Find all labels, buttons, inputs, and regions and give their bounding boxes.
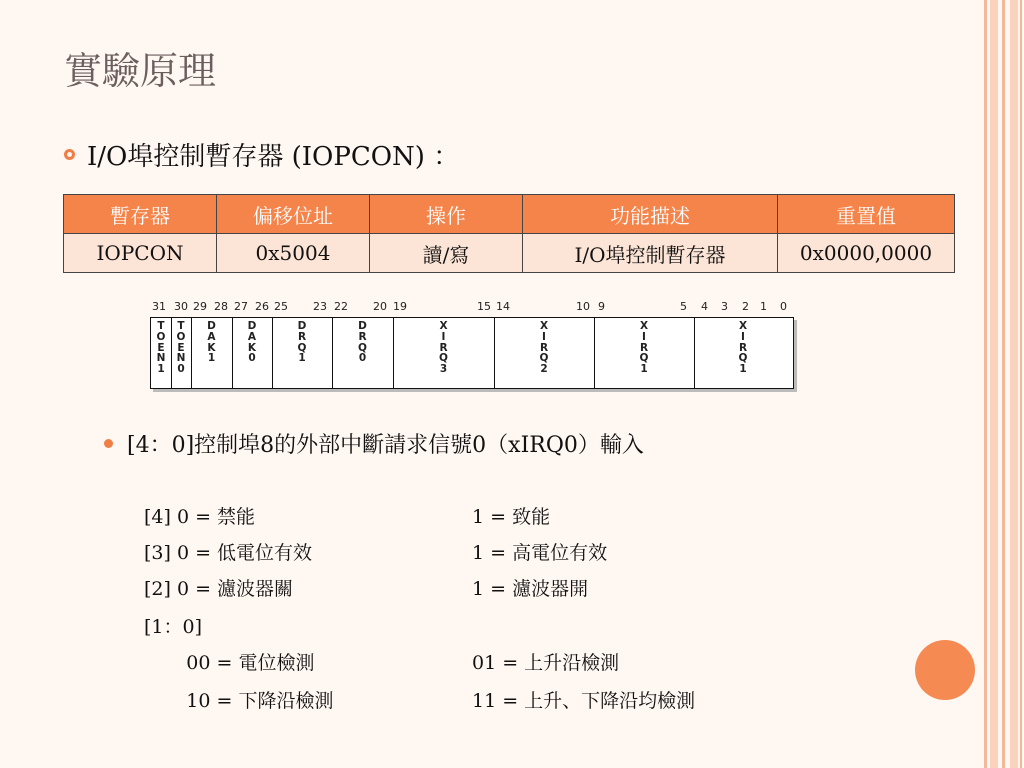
bit-field-xirq3 [393,318,495,388]
decorative-circle [915,640,975,700]
table-header-row [64,195,955,234]
list-item [144,686,844,716]
sub-bullet-text: [4：0]控制埠8的外部中斷請求信號0（xIRQ0）輸入 [127,433,644,458]
bit-field-xirq1 [594,318,695,388]
bit-number: 9 [598,300,605,313]
bit-number: 15 [477,300,491,313]
bit-field-xirq0 [694,318,792,388]
bit-number: 4 [701,300,708,313]
option-left: [3] 0 = 低電位有效 [144,542,313,564]
table-header-cell: 操作 [370,195,523,234]
table-header-cell: 重置值 [778,195,955,234]
option-right: 1 = 濾波器開 [472,578,589,600]
bit-field-label: X I R Q 3 [439,320,448,376]
table-header-cell: 暫存器 [64,195,217,234]
decorative-stripe [1010,0,1018,768]
bit-field-label: X I R Q 1 [738,320,748,376]
bit-field-toen0 [171,318,192,388]
bit-number: 26 [255,300,269,313]
table-cell: 0x5004 [217,234,370,273]
bit-number: 27 [234,300,248,313]
bit-number: 31 [152,300,166,313]
option-right: 1 = 高電位有效 [472,542,608,564]
bit-number: 29 [193,300,207,313]
bit-field-drq0 [332,318,394,388]
list-item [144,648,844,678]
option-left: 00 = 電位檢測 [144,652,315,674]
bit-field-box [150,317,794,389]
option-left: 10 = 下降沿檢測 [144,690,334,712]
bit-field-label: D A K 1 [207,320,216,365]
bit-field-toen1 [151,318,172,388]
bit-field-label: D R Q 0 [358,320,367,365]
bit-field-diagram [148,300,796,392]
list-item [144,612,844,642]
table-header-cell: 功能描述 [523,195,778,234]
bit-field-drq1 [272,318,333,388]
bit-number: 28 [214,300,228,313]
bit-number: 1 [760,300,767,313]
table-cell: IOPCON [64,234,217,273]
sub-bullet [104,428,644,459]
bit-field-label: D A K 0 [247,320,257,365]
decorative-stripe [1002,0,1005,768]
bit-number: 2 [742,300,749,313]
ring-bullet-icon [64,149,75,160]
bit-field-label: X I R Q 2 [539,320,549,376]
option-left: [4] 0 = 禁能 [144,506,256,528]
decorative-stripe [984,0,987,768]
option-left: [2] 0 = 濾波器關 [144,578,294,600]
register-table [63,194,955,273]
bit-number: 5 [680,300,687,313]
table-cell: 讀/寫 [370,234,523,273]
bit-field-label: X I R Q 1 [639,320,649,376]
bit-number: 20 [373,300,387,313]
bit-number: 10 [576,300,590,313]
table-cell: I/O埠控制暫存器 [523,234,778,273]
bit-number: 19 [393,300,407,313]
list-item [144,502,844,532]
bit-field-label: D R Q 1 [297,320,307,365]
option-right: 01 = 上升沿檢測 [472,652,620,674]
bit-number: 25 [274,300,288,313]
dot-bullet-icon [104,439,113,448]
bit-number: 3 [721,300,728,313]
list-item [144,574,844,604]
option-right: 1 = 致能 [472,506,551,528]
bit-number: 22 [334,300,348,313]
bit-number: 14 [496,300,510,313]
bit-number: 23 [313,300,327,313]
table-header-cell: 偏移位址 [217,195,370,234]
table-cell: 0x0000,0000 [778,234,955,273]
bit-field-xirq2 [494,318,595,388]
slide-title: 實驗原理 [64,49,217,93]
decorative-stripe [1020,0,1022,768]
option-left: [1：0] [144,616,203,638]
bit-number: 30 [174,300,188,313]
list-item [144,538,844,568]
table-row [64,234,955,273]
main-bullet-text: I/O埠控制暫存器 (IOPCON) ： [87,142,460,172]
main-bullet [64,136,459,173]
option-right: 11 = 上升、下降沿均檢測 [472,690,696,712]
decorative-stripe [990,0,998,768]
bit-field-label: T O E N 0 [176,320,186,376]
bit-field-dak1 [191,318,233,388]
bit-field-label: T O E N 1 [156,320,166,376]
bit-field-dak0 [232,318,273,388]
bit-number: 0 [780,300,787,313]
